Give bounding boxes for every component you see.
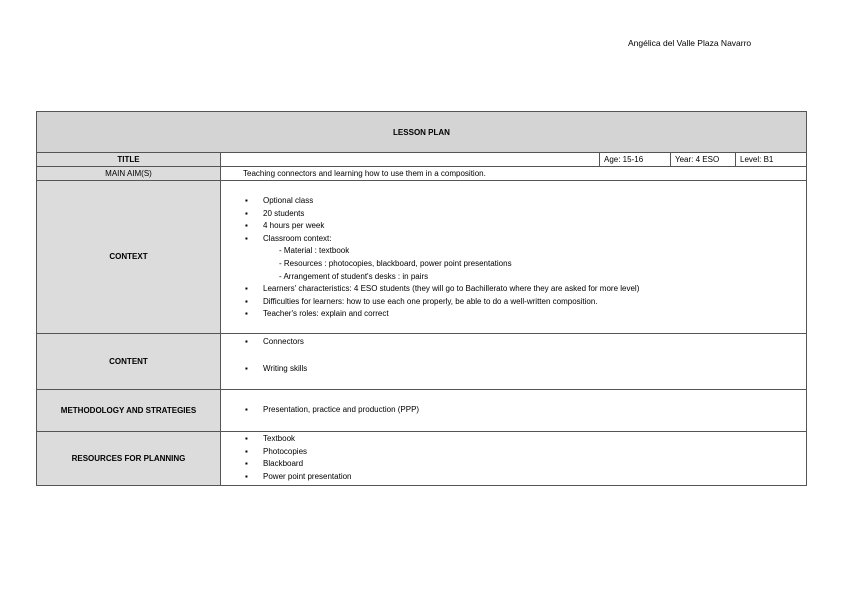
title-label: TITLE — [37, 153, 221, 167]
list-item: ▪ Optional class — [245, 195, 806, 208]
context-content — [221, 181, 807, 334]
methodology-content — [221, 389, 807, 431]
list-item: ▪ Photocopies — [245, 446, 806, 459]
resources-label: RESOURCES FOR PLANNING — [37, 431, 221, 485]
sub-list-item: - Resources : photocopies, blackboard, power point presentations — [279, 258, 512, 268]
methodology-label: METHODOLOGY AND STRATEGIES — [37, 389, 221, 431]
list-item: ▪ Difficulties for learners: how to use each one properly, be able to do a well-written composition. — [245, 296, 806, 309]
list-item: ▪ Power point presentation — [245, 471, 806, 484]
age-cell: Age: 15-16 — [599, 153, 670, 166]
list-item-text: Classroom context: — [263, 233, 332, 243]
level-cell: Level: B1 — [735, 153, 806, 166]
content-content — [221, 333, 807, 389]
main-aim-text: Teaching connectors and learning how to use them in a composition. — [221, 167, 807, 181]
main-aim-label: MAIN AIM(S) — [37, 167, 221, 181]
author-name: Angélica del Valle Plaza Navarro — [628, 38, 752, 48]
list-item: ▪ Presentation, practice and production (PPP) — [245, 404, 806, 417]
list-item: ▪ Teacher's roles: explain and correct — [245, 308, 806, 321]
title-value — [221, 153, 599, 166]
title-row-content — [221, 153, 807, 167]
list-item: ▪ Connectors — [245, 336, 806, 349]
context-list — [221, 195, 806, 321]
list-item: ▪ Textbook — [245, 433, 806, 446]
resources-list — [221, 433, 806, 483]
lesson-plan-header: LESSON PLAN — [37, 112, 807, 153]
sub-list-item: - Material : textbook — [279, 246, 350, 256]
year-cell: Year: 4 ESO — [670, 153, 735, 166]
list-item — [245, 233, 806, 283]
sub-list-item: - Arrangement of student's desks : in pairs — [279, 271, 429, 281]
context-label: CONTEXT — [37, 181, 221, 334]
methodology-list — [221, 404, 806, 417]
list-item: ▪ 20 students — [245, 208, 806, 221]
lesson-plan-table — [36, 111, 807, 486]
resources-content — [221, 431, 807, 485]
list-item: ▪ Learners' characteristics: 4 ESO students (they will go to Bachillerato where they are asked for more level) — [245, 283, 806, 296]
list-item: ▪ Blackboard — [245, 458, 806, 471]
context-sublist — [263, 245, 806, 283]
list-item: ▪ 4 hours per week — [245, 220, 806, 233]
content-list — [221, 336, 806, 375]
list-item: ▪ Writing skills — [245, 363, 806, 376]
content-label: CONTENT — [37, 333, 221, 389]
